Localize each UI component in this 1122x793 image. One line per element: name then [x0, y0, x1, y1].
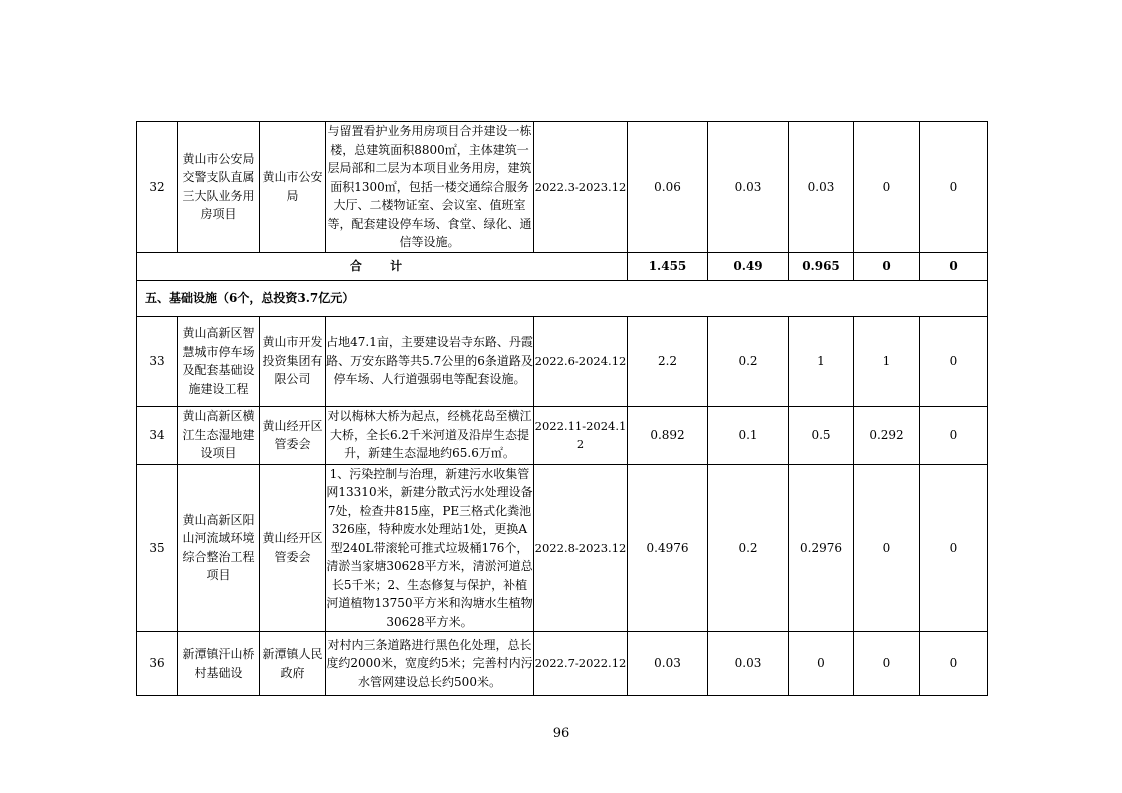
total-row [137, 252, 988, 280]
table-row [137, 406, 988, 464]
total-investment: 0.4976 [628, 464, 708, 632]
investment-value-5: 0 [920, 464, 988, 632]
total-investment: 0.892 [628, 406, 708, 464]
construction-period: 2022.3-2023.12 [534, 122, 628, 253]
total-value-2: 0.49 [708, 252, 789, 280]
investment-value-3: 0.03 [789, 122, 854, 253]
construction-period: 2022.7-2022.12 [534, 632, 628, 696]
row-number: 35 [137, 464, 178, 632]
total-investment: 2.2 [628, 316, 708, 406]
investment-value-5: 0 [920, 316, 988, 406]
investment-value-2: 0.2 [708, 464, 789, 632]
responsible-unit: 黄山经开区管委会 [260, 406, 326, 464]
total-value-3: 0.965 [789, 252, 854, 280]
investment-value-4: 0 [854, 464, 920, 632]
project-name: 新潭镇汗山桥村基础设 [178, 632, 260, 696]
investment-value-4: 0.292 [854, 406, 920, 464]
total-label: 合 计 [137, 252, 628, 280]
project-table [136, 121, 988, 696]
row-number: 36 [137, 632, 178, 696]
responsible-unit: 新潭镇人民政府 [260, 632, 326, 696]
investment-value-3: 0 [789, 632, 854, 696]
investment-value-3: 0.2976 [789, 464, 854, 632]
responsible-unit: 黄山市公安局 [260, 122, 326, 253]
investment-value-4: 0 [854, 632, 920, 696]
investment-value-4: 0 [854, 122, 920, 253]
construction-period: 2022.11-2024.12 [534, 406, 628, 464]
total-investment: 1.455 [628, 252, 708, 280]
total-investment: 0.06 [628, 122, 708, 253]
total-value-5: 0 [920, 252, 988, 280]
project-name: 黄山高新区阳山河流域环境综合整治工程项目 [178, 464, 260, 632]
table-row [137, 464, 988, 632]
project-name: 黄山高新区横江生态湿地建设项目 [178, 406, 260, 464]
investment-value-2: 0.2 [708, 316, 789, 406]
investment-value-5: 0 [920, 122, 988, 253]
construction-period: 2022.8-2023.12 [534, 464, 628, 632]
investment-value-3: 1 [789, 316, 854, 406]
page-number: 96 [552, 726, 570, 741]
project-name: 黄山市公安局交警支队直属三大队业务用房项目 [178, 122, 260, 253]
responsible-unit: 黄山市开发投资集团有限公司 [260, 316, 326, 406]
investment-value-2: 0.03 [708, 632, 789, 696]
table-row [137, 632, 988, 696]
section-header-row [137, 280, 988, 316]
project-content: 对村内三条道路进行黑色化处理，总长度约2000米，宽度约5米；完善村内污水管网建设总长约500米。 [326, 632, 534, 696]
row-number: 32 [137, 122, 178, 253]
investment-value-4: 1 [854, 316, 920, 406]
table-row [137, 122, 988, 253]
total-investment: 0.03 [628, 632, 708, 696]
project-content: 与留置看护业务用房项目合并建设一栋楼，总建筑面积8800㎡，主体建筑一层局部和二层为本项目业务用房，建筑面积1300㎡，包括一楼交通综合服务大厅、二楼物证室、会议室、值班室等，配套建设停车场、食堂、绿化、通信等设施。 [326, 122, 534, 253]
investment-value-2: 0.03 [708, 122, 789, 253]
project-name: 黄山高新区智慧城市停车场及配套基础设施建设工程 [178, 316, 260, 406]
investment-value-5: 0 [920, 632, 988, 696]
construction-period: 2022.6-2024.12 [534, 316, 628, 406]
project-content: 1、污染控制与治理，新建污水收集管网13310米，新建分散式污水处理设备7处，检查井815座，PE三格式化粪池326座，特种废水处理站1处，更换A型240L带滚轮可推式垃圾桶176个，清淤当家塘30628平方米，清淤河道总长5千米；2、生态修复与保护，补植河道植物13750平方米和沟塘水生植物30628平方米。 [326, 464, 534, 632]
total-value-4: 0 [854, 252, 920, 280]
row-number: 33 [137, 316, 178, 406]
project-content: 占地47.1亩，主要建设岩寺东路、丹霞路、万安东路等共5.7公里的6条道路及停车场、人行道强弱电等配套设施。 [326, 316, 534, 406]
section-title: 五、基础设施（6个，总投资3.7亿元） [137, 280, 988, 316]
investment-value-5: 0 [920, 406, 988, 464]
table-row [137, 316, 988, 406]
responsible-unit: 黄山经开区管委会 [260, 464, 326, 632]
row-number: 34 [137, 406, 178, 464]
investment-value-2: 0.1 [708, 406, 789, 464]
project-content: 对以梅林大桥为起点，经桃花岛至横江大桥，全长6.2千米河道及沿岸生态提升，新建生态湿地约65.6万㎡。 [326, 406, 534, 464]
investment-value-3: 0.5 [789, 406, 854, 464]
